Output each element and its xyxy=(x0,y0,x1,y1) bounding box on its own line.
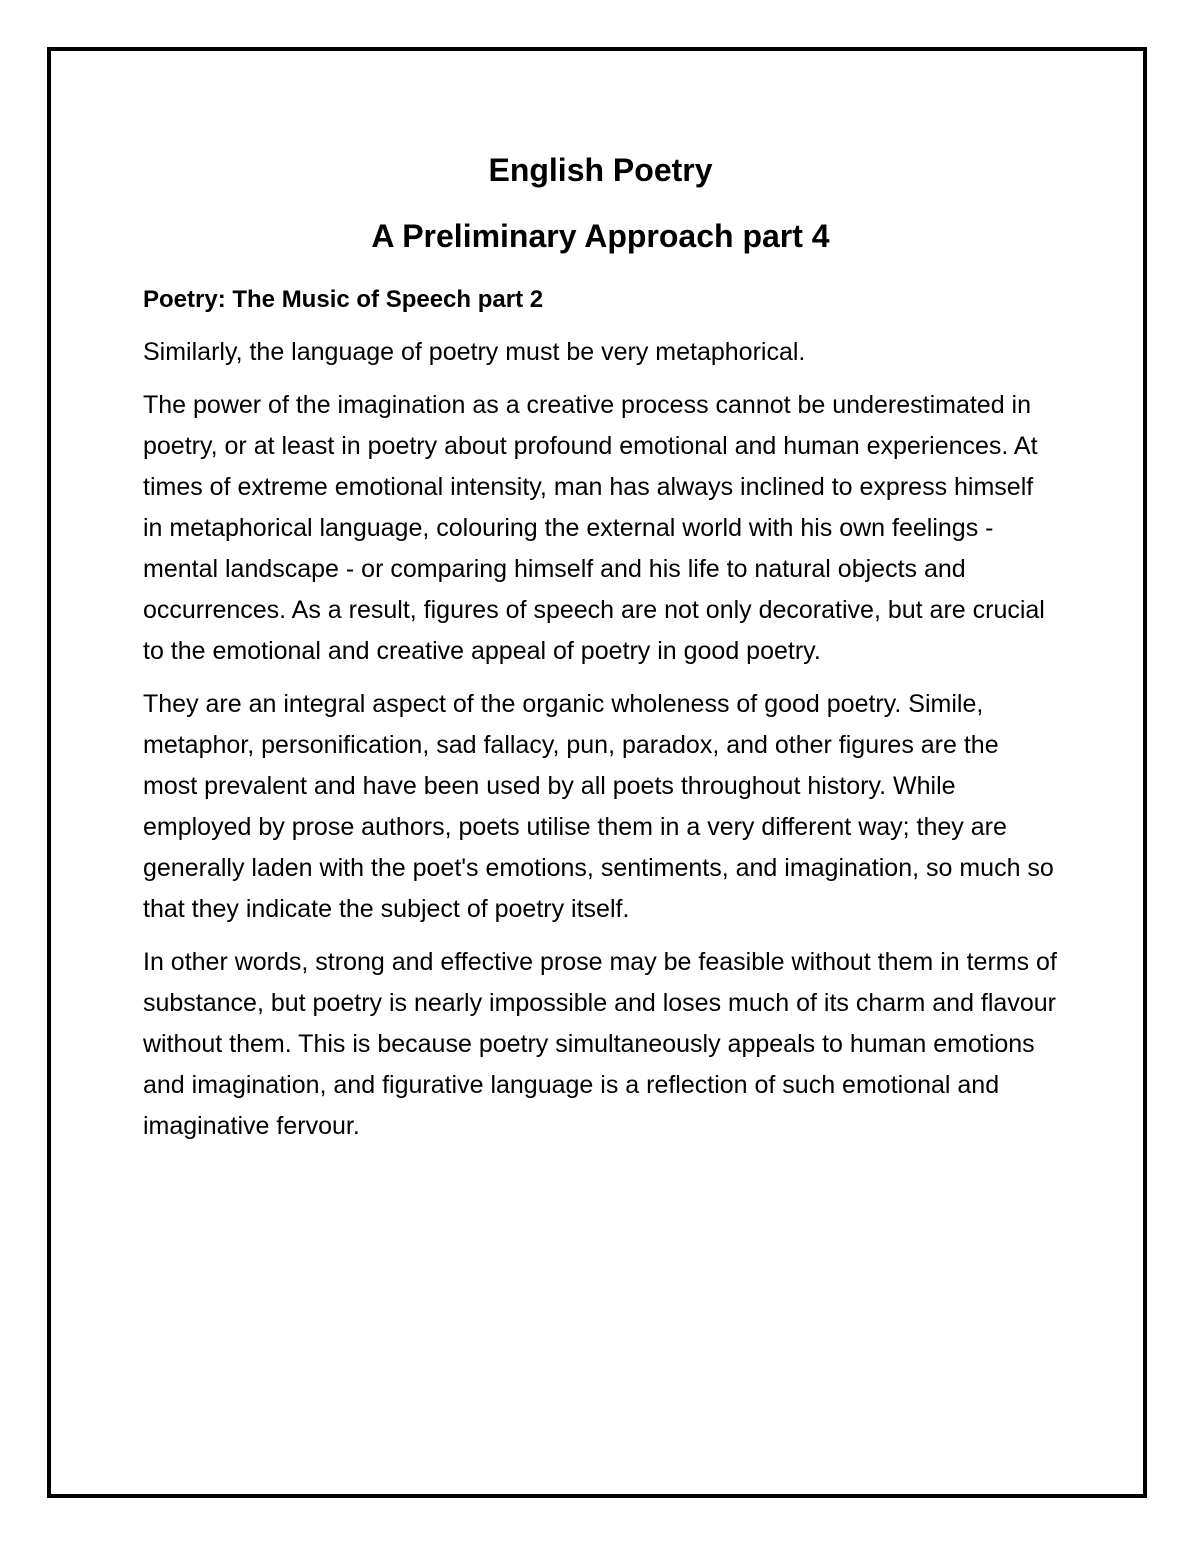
paragraph-1: Similarly, the language of poetry must be very metaphorical. xyxy=(143,338,806,366)
document-subtitle: A Preliminary Approach part 4 xyxy=(371,218,830,254)
paragraph-3: They are an integral aspect of the organic wholeness of good poetry. Simile, metaphor, personification, sad fallacy, pun, paradox, and other figures are the most prevalent and have been used by all poets throughout history. While employed by prose authors, poets utilise them in a very different way; they are generally laden with the poet's emotions, sentiments, and imagination, so much so that they indicate the subject of poetry itself. xyxy=(143,690,1054,923)
paragraph-2: The power of the imagination as a creative process cannot be underestimated in poetry, or at least in poetry about profound emotional and human experiences. At times of extreme emotional intensity, man has always inclined to express himself in metaphorical language, colouring the external world with his own feelings - mental landscape - or comparing himself and his life to natural objects and occurrences. As a result, figures of speech are not only decorative, but are crucial to the emotional and creative appeal of poetry in good poetry. xyxy=(143,391,1045,665)
paragraph-4: In other words, strong and effective prose may be feasible without them in terms of substance, but poetry is nearly impossible and loses much of its charm and flavour without them. This is because poetry simultaneously appeals to human emotions and imagination, and figurative language is a reflection of such emotional and imaginative fervour. xyxy=(143,948,1057,1140)
document-body xyxy=(143,150,1058,1147)
document-title: English Poetry xyxy=(488,152,713,188)
section-heading: Poetry: The Music of Speech part 2 xyxy=(143,286,544,313)
